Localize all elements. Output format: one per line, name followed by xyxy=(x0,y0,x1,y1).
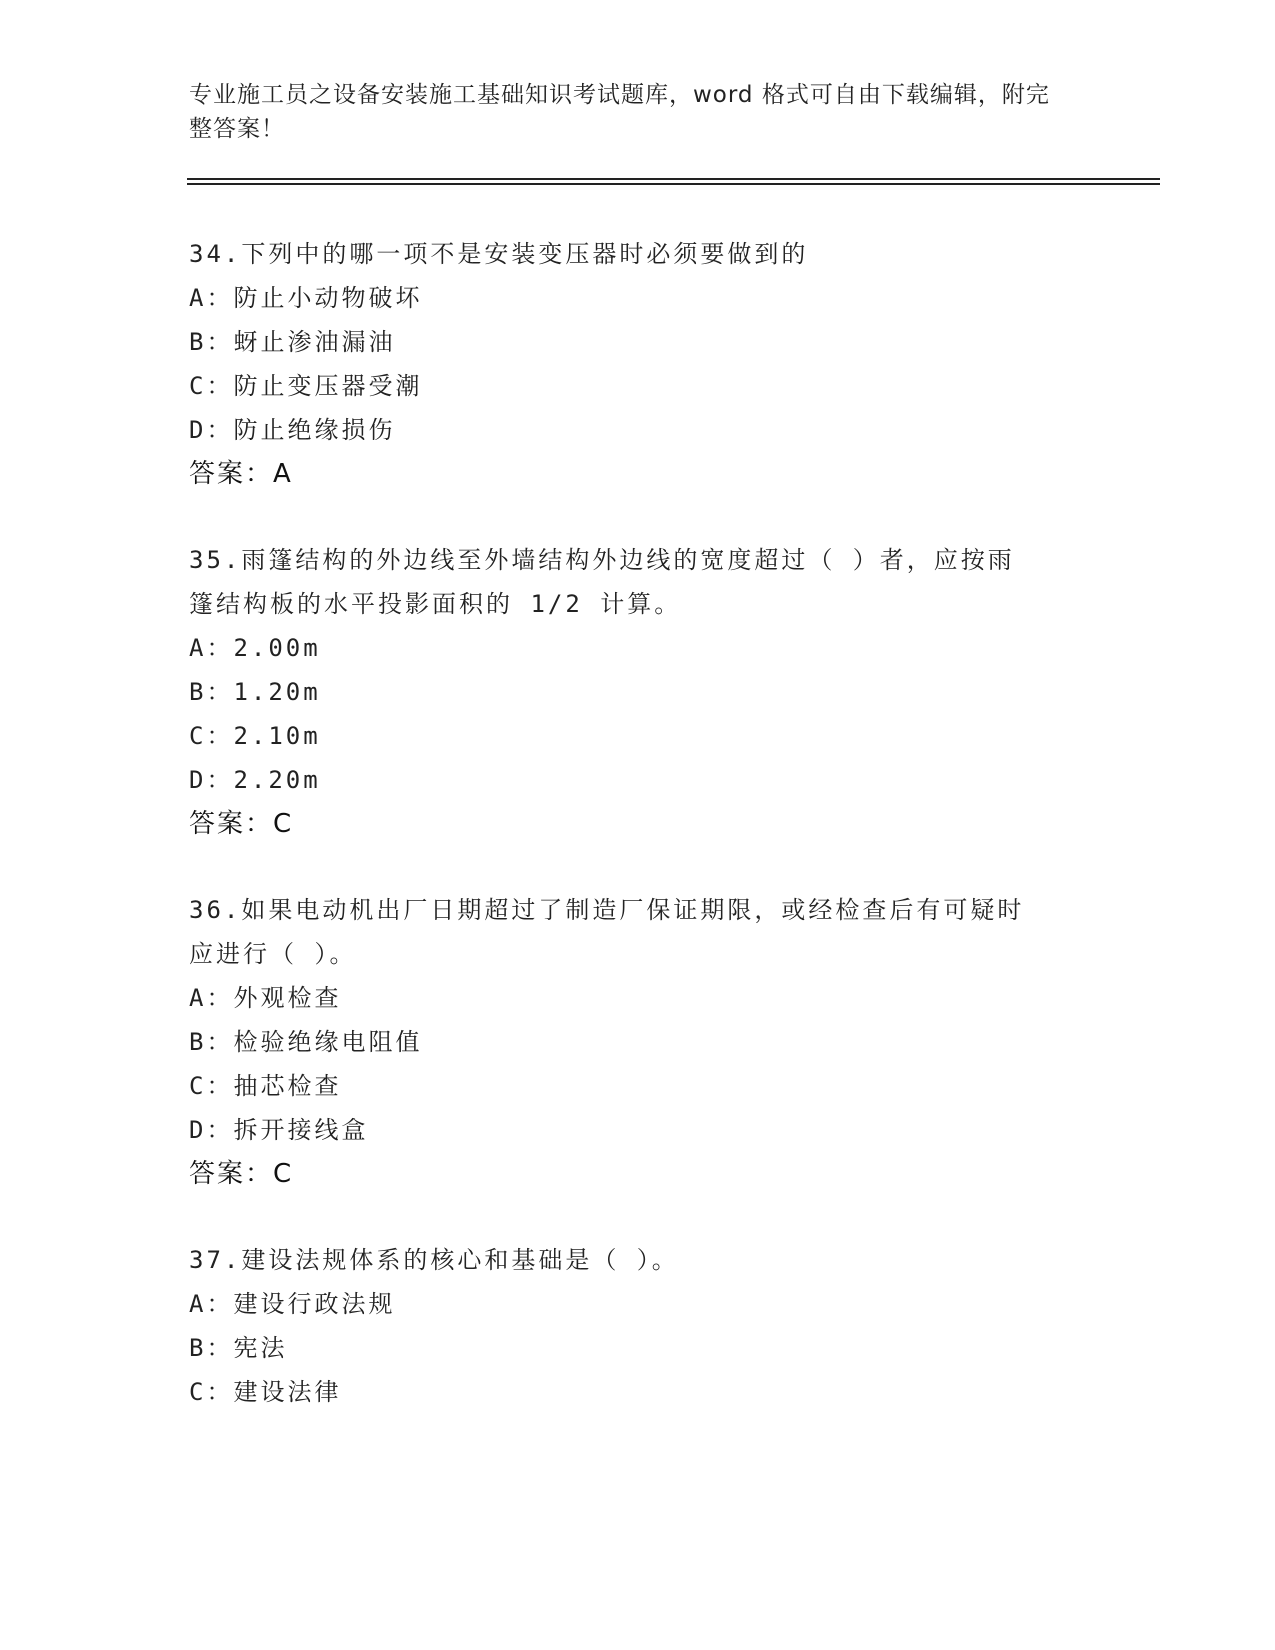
question-35-answer: 答案：C xyxy=(189,809,294,839)
question-35-option-b: B：1.20m xyxy=(189,678,321,706)
question-36-stem-line-1: 36.如果电动机出厂日期超过了制造厂保证期限，或经检查后有可疑时 xyxy=(189,896,1025,924)
question-34-stem: 34.下列中的哪一项不是安装变压器时必须要做到的 xyxy=(189,240,809,268)
question-35-stem-line-2: 篷结构板的水平投影面积的 1/2 计算。 xyxy=(189,590,682,618)
header-divider-top xyxy=(187,178,1160,180)
question-36-answer: 答案：C xyxy=(189,1159,294,1189)
question-36-option-a: A：外观检查 xyxy=(189,984,342,1012)
question-36-option-d: D：拆开接线盒 xyxy=(189,1116,369,1144)
header-line-2: 整答案！ xyxy=(189,116,285,142)
question-34-option-c: C：防止变压器受潮 xyxy=(189,372,423,400)
question-34-option-a: A：防止小动物破坏 xyxy=(189,284,423,312)
question-36-option-b: B：检验绝缘电阻值 xyxy=(189,1028,423,1056)
question-35-option-c: C：2.10m xyxy=(189,722,321,750)
question-34-option-d: D：防止绝缘损伤 xyxy=(189,416,396,444)
question-34-option-b: B：蚜止渗油漏油 xyxy=(189,328,396,356)
question-36-option-c: C：抽芯检查 xyxy=(189,1072,342,1100)
question-35-option-d: D：2.20m xyxy=(189,766,321,794)
header-divider-bottom xyxy=(187,183,1160,185)
question-37-option-b: B：宪法 xyxy=(189,1334,288,1362)
question-36-stem-line-2: 应进行（ ）。 xyxy=(189,940,357,968)
question-35-option-a: A：2.00m xyxy=(189,634,321,662)
question-37-option-a: A：建设行政法规 xyxy=(189,1290,396,1318)
question-35-stem-line-1: 35.雨篷结构的外边线至外墙结构外边线的宽度超过（ ）者，应按雨 xyxy=(189,546,1015,574)
question-34-answer: 答案：A xyxy=(189,459,293,489)
header-line-1: 专业施工员之设备安装施工基础知识考试题库，word 格式可自由下载编辑，附完 xyxy=(189,82,1050,108)
question-37-stem: 37.建设法规体系的核心和基础是（ ）。 xyxy=(189,1246,679,1274)
question-37-option-c: C：建设法律 xyxy=(189,1378,342,1406)
